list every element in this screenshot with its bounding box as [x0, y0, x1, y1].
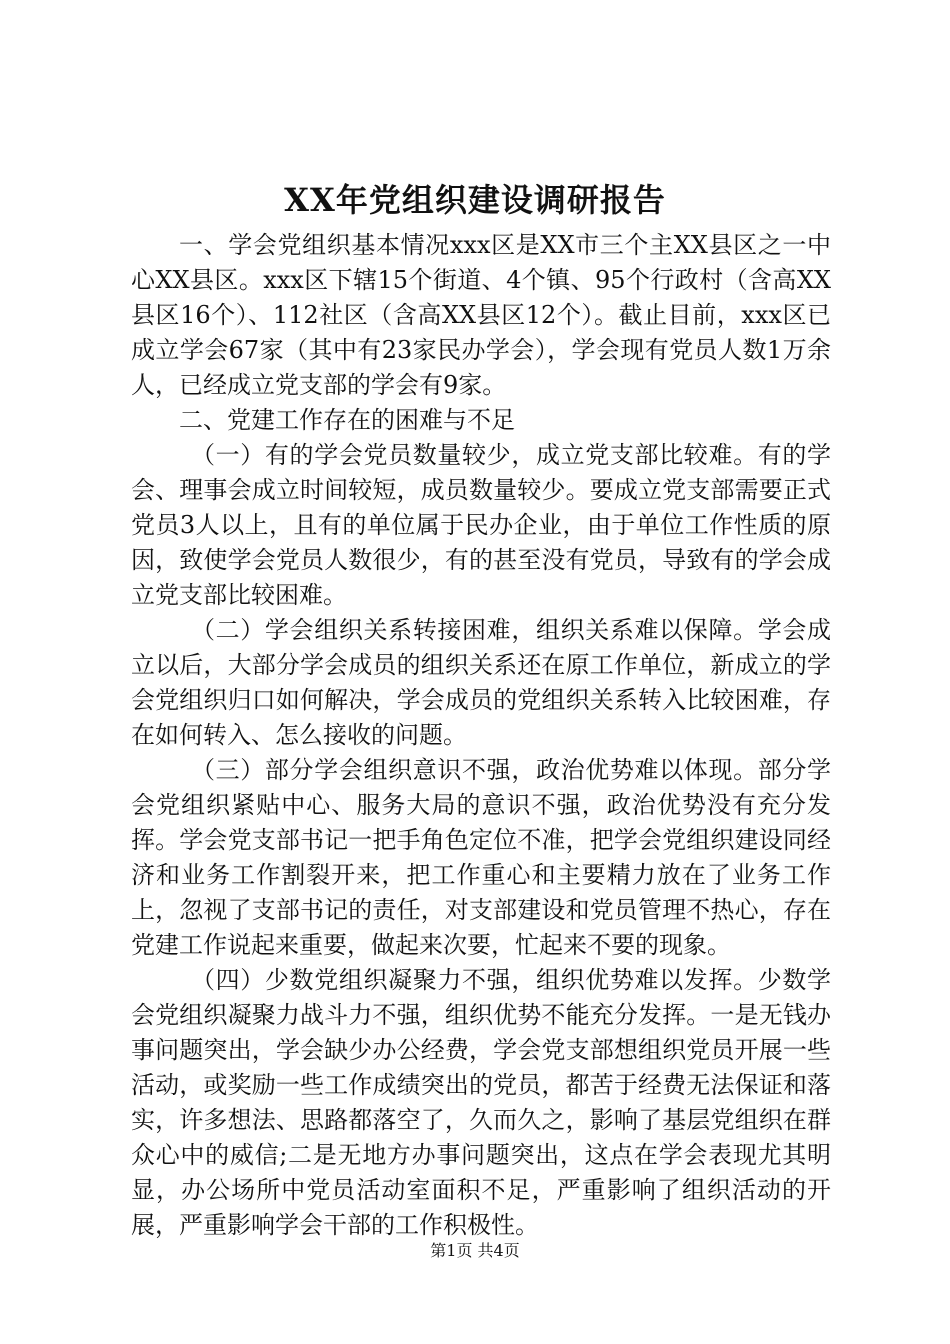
document-title: XX年党组织建设调研报告 [284, 181, 666, 219]
page-footer: 第1页 共4页 [430, 1241, 520, 1260]
paragraph-item-3: （三）部分学会组织意识不强，政治优势难以体现。部分学会党组织紧贴中心、服务大局的意识不强，政治优势没有充分发挥。学会党支部书记一把手角色定位不准，把学会党组织建设同经济和业务工作割裂开来，把工作重心和主要精力放在了业务工作上，忽视了支部书记的责任，对支部建设和党员管理不热心，存在党建工作说起来重要，做起来次要，忙起来不要的现象。 [131, 756, 831, 959]
paragraph-item-1: （一）有的学会党员数量较少，成立党支部比较难。有的学会、理事会成立时间较短，成员数量较少。要成立党支部需要正式党员3人以上，且有的单位属于民办企业，由于单位工作性质的原因，致使学会党员人数很少，有的甚至没有党员，导致有的学会成立党支部比较困难。 [131, 441, 831, 609]
paragraph-item-4: （四）少数党组织凝聚力不强，组织优势难以发挥。少数学会党组织凝聚力战斗力不强，组织优势不能充分发挥。一是无钱办事问题突出，学会缺少办公经费，学会党支部想组织党员开展一些活动，或奖励一些工作成绩突出的党员，都苦于经费无法保证和落实，许多想法、思路都落空了，久而久之，影响了基层党组织在群众心中的威信;二是无地方办事问题突出，这点在学会表现尤其明显，办公场所中党员活动室面积不足，严重影响了组织活动的开展，严重影响学会干部的工作积极性。 [131, 966, 831, 1239]
document-body [131, 228, 831, 1243]
paragraph-basic-situation: 一、学会党组织基本情况xxx区是XX市三个主XX县区之一中心XX县区。xxx区下辖15个街道、4个镇、95个行政村（含高XX县区16个）、112社区（含高XX县区12个）。截止目前，xxx区已成立学会67家（其中有23家民办学会），学会现有党员人数1万余人，已经成立党支部的学会有9家。 [131, 231, 831, 399]
paragraph-item-2: （二）学会组织关系转接困难，组织关系难以保障。学会成立以后，大部分学会成员的组织关系还在原工作单位，新成立的学会党组织归口如何解决，学会成员的党组织关系转入比较困难，存在如何转入、怎么接收的问题。 [131, 616, 831, 749]
section-heading-difficulties: 二、党建工作存在的困难与不足 [179, 406, 515, 434]
